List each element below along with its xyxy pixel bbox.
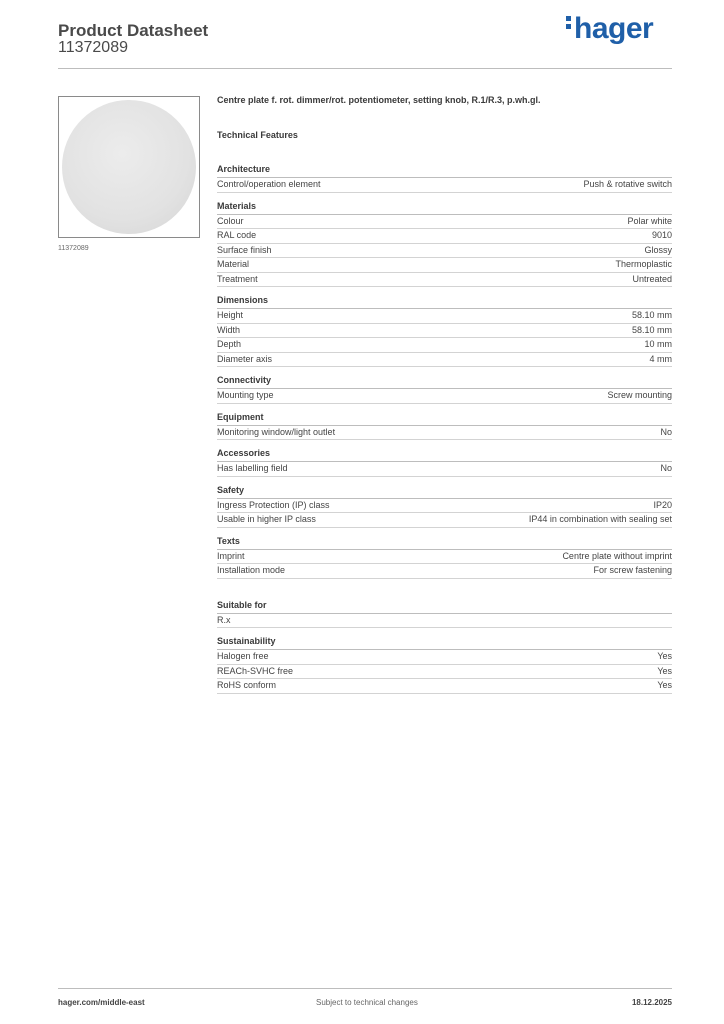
spec-label: RAL code bbox=[217, 230, 257, 240]
spec-row bbox=[217, 353, 672, 368]
spec-row bbox=[217, 389, 672, 404]
technical-features-title: Technical Features bbox=[217, 130, 298, 140]
section-title: Safety bbox=[217, 485, 672, 499]
spec-row bbox=[217, 462, 672, 477]
spec-label: Surface finish bbox=[217, 244, 272, 255]
hager-logo bbox=[566, 12, 653, 46]
spec-value: Push & rotative switch bbox=[583, 179, 672, 189]
spec-value: Yes bbox=[657, 680, 672, 690]
spec-label: Diameter axis bbox=[217, 353, 273, 364]
section-title: Architecture bbox=[217, 164, 672, 178]
spec-value: IP44 in combination with sealing set bbox=[528, 514, 672, 524]
spec-value: Yes bbox=[657, 651, 672, 661]
section-title: Suitable for bbox=[217, 600, 672, 614]
section-title: Sustainability bbox=[217, 636, 672, 650]
spec-row bbox=[217, 426, 672, 441]
spec-value: No bbox=[660, 463, 672, 473]
section-gap bbox=[217, 579, 672, 592]
spec-value: Untreated bbox=[632, 273, 672, 284]
spec-value: Yes bbox=[657, 665, 672, 676]
page-title: Product Datasheet bbox=[58, 21, 209, 40]
spec-value: Polar white bbox=[627, 215, 672, 226]
spec-row bbox=[217, 309, 672, 324]
spec-row bbox=[217, 499, 672, 514]
spec-label: Colour bbox=[217, 215, 244, 226]
spec-label: Depth bbox=[217, 339, 242, 349]
spec-label: Imprint bbox=[217, 550, 245, 561]
image-caption: 11372089 bbox=[58, 245, 89, 252]
spec-sections bbox=[217, 164, 672, 694]
spec-value: 58.10 mm bbox=[631, 324, 672, 335]
spec-row bbox=[217, 258, 672, 273]
spec-label: RoHS conform bbox=[217, 680, 277, 690]
spec-label: Monitoring window/light outlet bbox=[217, 426, 336, 437]
spec-row bbox=[217, 679, 672, 694]
spec-label: Ingress Protection (IP) class bbox=[217, 499, 330, 510]
product-number: 11372089 bbox=[58, 39, 128, 56]
spec-value: No bbox=[660, 426, 672, 437]
section-title: Equipment bbox=[217, 412, 672, 426]
spec-label: REACh-SVHC free bbox=[217, 665, 294, 676]
spec-label: R.x bbox=[217, 614, 231, 625]
spec-label: Control/operation element bbox=[217, 179, 321, 189]
spec-value: Thermoplastic bbox=[615, 259, 672, 269]
spec-row bbox=[217, 178, 672, 193]
spec-value: 4 mm bbox=[649, 353, 672, 364]
spec-row bbox=[217, 215, 672, 230]
spec-label: Halogen free bbox=[217, 651, 269, 661]
section-title: Dimensions bbox=[217, 295, 672, 309]
spec-label: Usable in higher IP class bbox=[217, 514, 316, 524]
spec-label: Has labelling field bbox=[217, 463, 288, 473]
spec-row bbox=[217, 244, 672, 259]
spec-value: Screw mounting bbox=[607, 390, 672, 400]
logo-text: hager bbox=[574, 12, 654, 45]
spec-value: 10 mm bbox=[644, 339, 672, 349]
spec-row bbox=[217, 338, 672, 353]
spec-label: Width bbox=[217, 324, 241, 335]
product-image bbox=[58, 96, 200, 238]
spec-row bbox=[217, 273, 672, 288]
spec-label: Mounting type bbox=[217, 390, 274, 400]
spec-row bbox=[217, 650, 672, 665]
product-description: Centre plate f. rot. dimmer/rot. potentiometer, setting knob, R.1/R.3, p.wh.gl. bbox=[217, 95, 541, 105]
spec-value: Centre plate without imprint bbox=[562, 550, 672, 561]
footer-note: Subject to technical changes bbox=[316, 998, 418, 1007]
spec-content bbox=[217, 95, 672, 694]
footer-date: 18.12.2025 bbox=[631, 998, 672, 1007]
spec-row bbox=[217, 550, 672, 565]
spec-label: Installation mode bbox=[217, 565, 286, 575]
logo-dots-icon bbox=[566, 16, 571, 32]
spec-value: Glossy bbox=[644, 244, 672, 255]
spec-value: IP20 bbox=[653, 499, 672, 510]
spec-row bbox=[217, 229, 672, 244]
spec-value: 9010 bbox=[651, 230, 672, 240]
header-divider bbox=[58, 68, 672, 69]
section-title: Materials bbox=[217, 201, 672, 215]
spec-value: 58.10 mm bbox=[631, 310, 672, 320]
spec-row bbox=[217, 614, 672, 629]
section-title: Accessories bbox=[217, 448, 672, 462]
section-title: Texts bbox=[217, 536, 672, 550]
section-title: Connectivity bbox=[217, 375, 672, 389]
footer-divider bbox=[58, 988, 672, 989]
footer-url[interactable]: hager.com/middle-east bbox=[58, 998, 145, 1007]
spec-row bbox=[217, 324, 672, 339]
spec-row bbox=[217, 665, 672, 680]
spec-row bbox=[217, 564, 672, 579]
spec-row bbox=[217, 513, 672, 528]
spec-label: Material bbox=[217, 259, 250, 269]
spec-label: Height bbox=[217, 310, 244, 320]
spec-label: Treatment bbox=[217, 273, 258, 284]
spec-value: For screw fastening bbox=[593, 565, 672, 575]
centre-plate-image bbox=[62, 100, 196, 234]
